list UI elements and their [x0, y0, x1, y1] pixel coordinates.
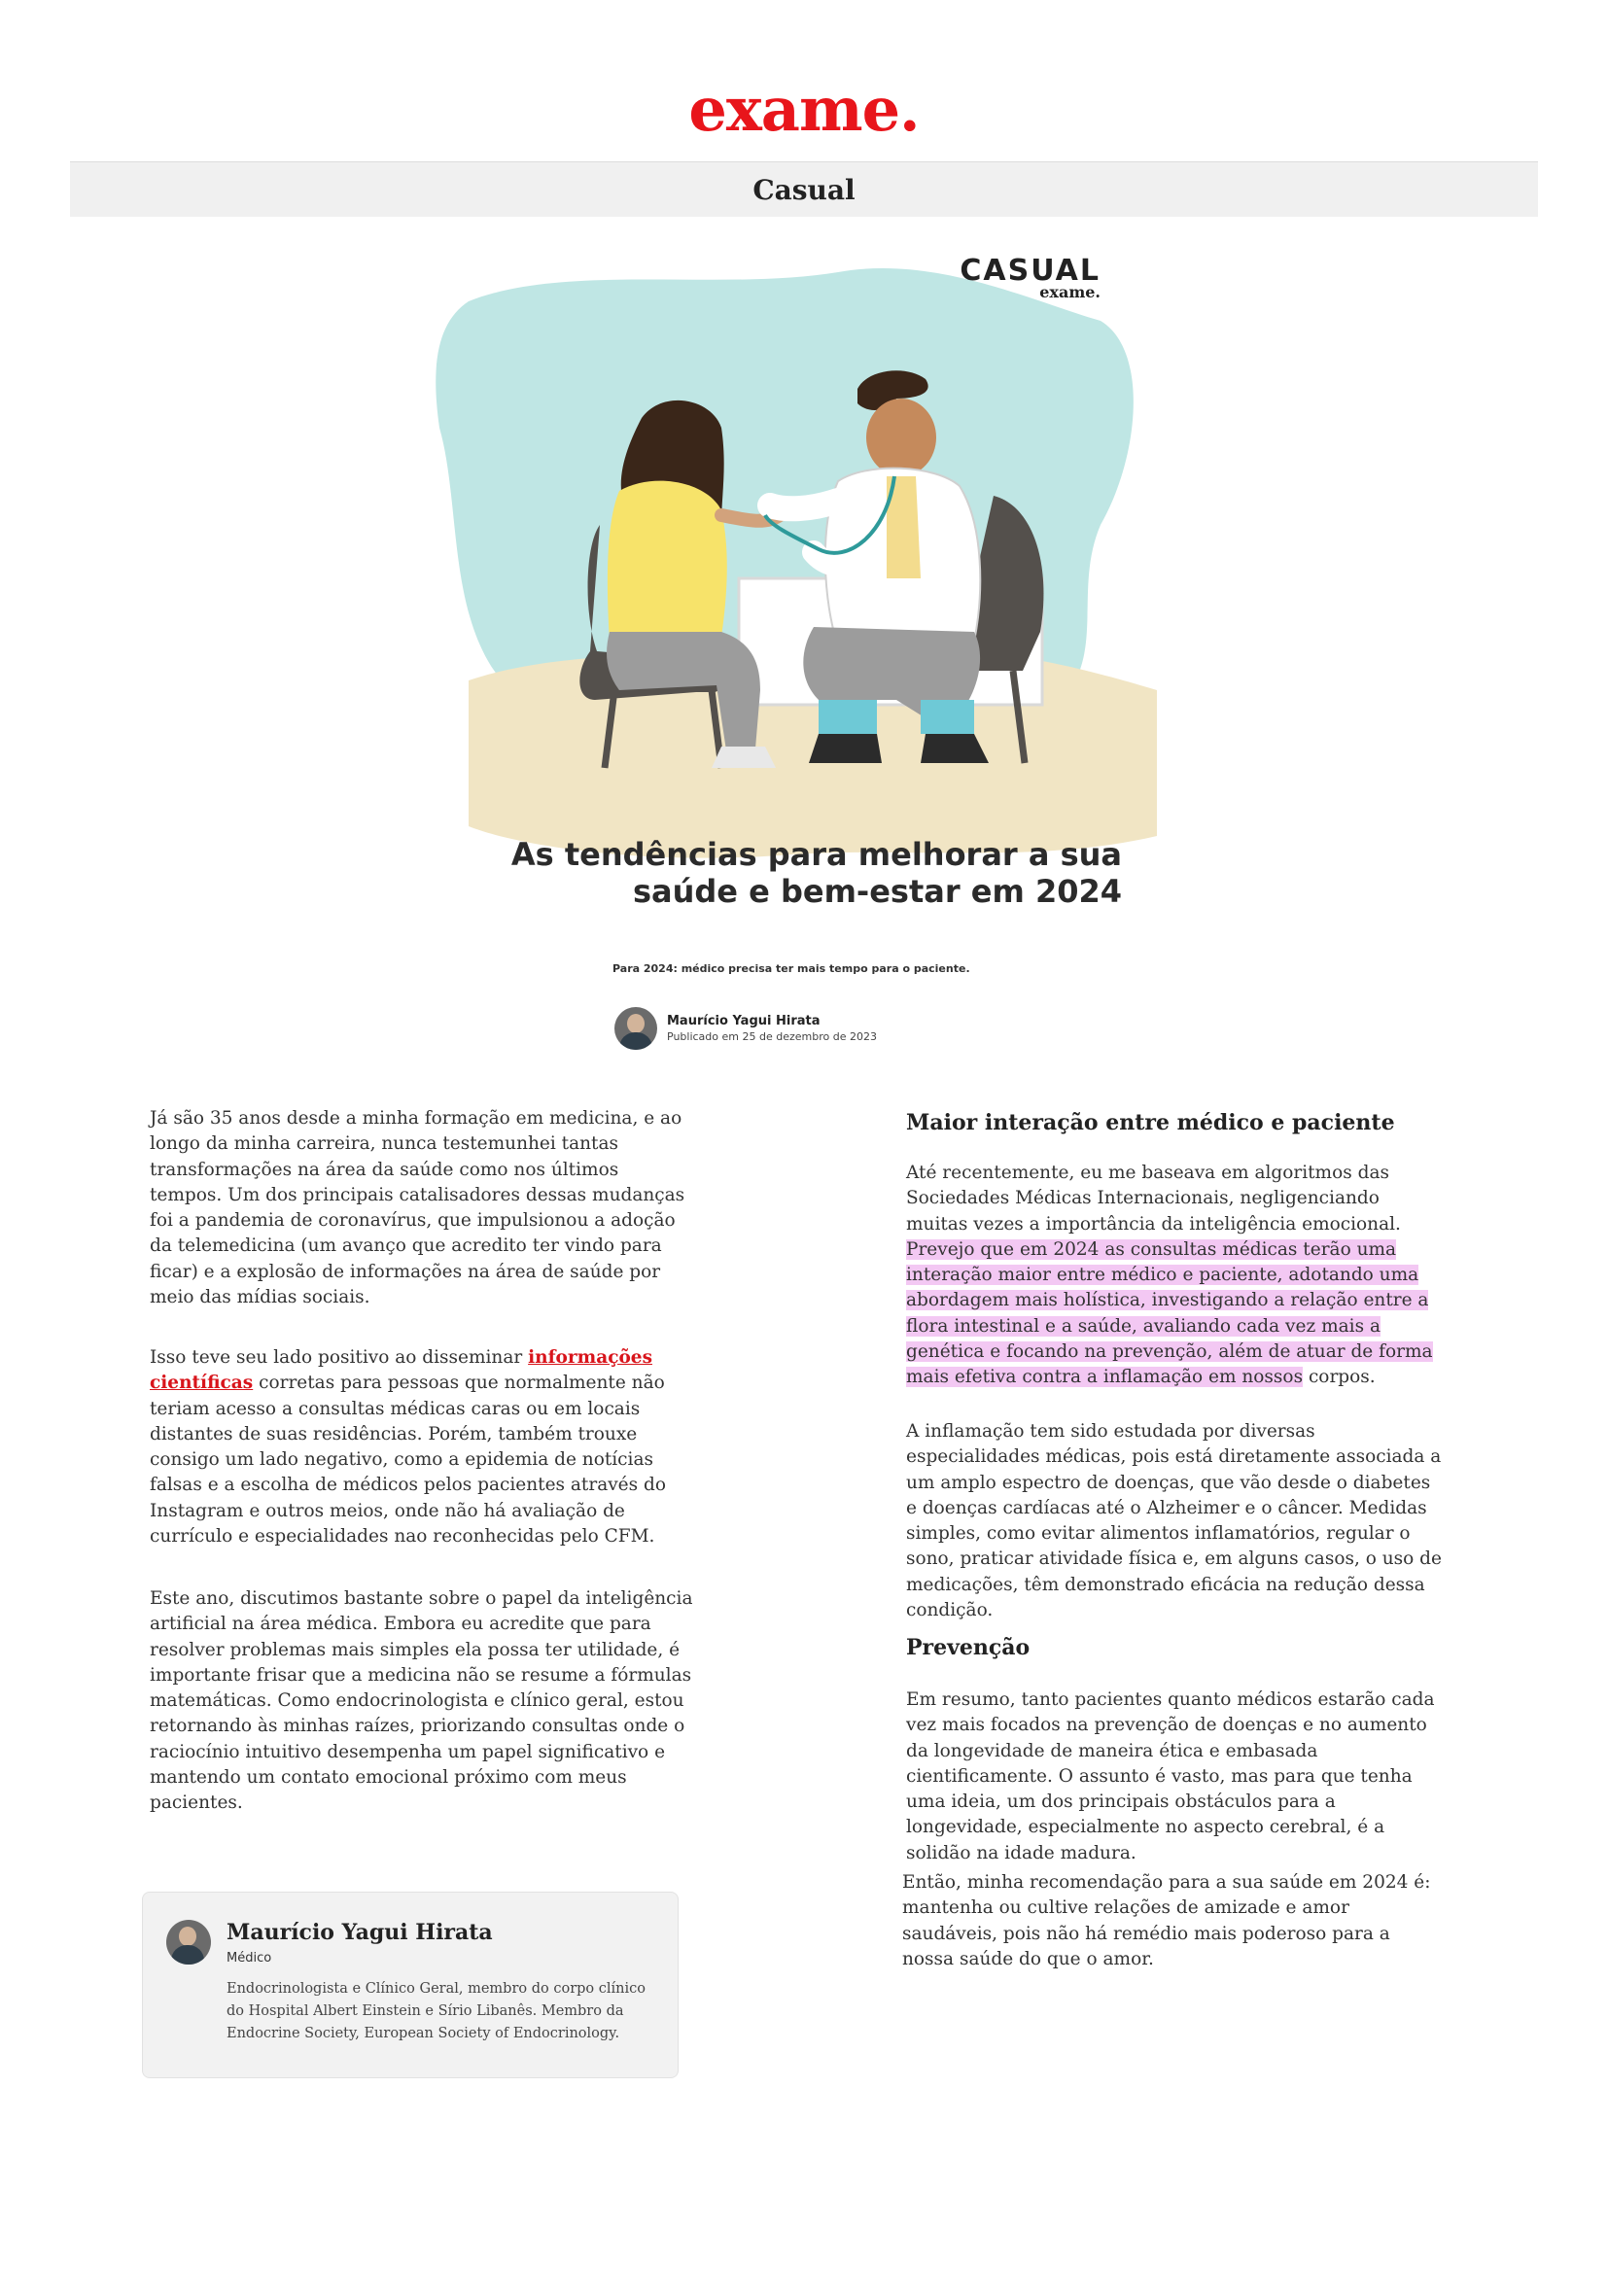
hero-brand-casual: CASUAL — [960, 254, 1101, 288]
hero-title-line1: As tendências para melhorar a sua — [510, 836, 1122, 873]
link-informacoes-cientificas[interactable]: informações científicas — [150, 1347, 652, 1394]
section-title[interactable]: Casual — [752, 173, 856, 206]
byline-author[interactable]: Maurício Yagui Hirata — [667, 1014, 821, 1028]
highlighted-text: Prevejo que em 2024 as consultas médicas terão uma interação maior entre médico e paciente, adotando uma abordagem mais holística, investigando a relação entre a flora intestinal e a saúde, avaliando cada vez mais a genética e focando na prevenção, além de atuar de forma mais efetiva contra a inflamação em nossos — [906, 1238, 1433, 1388]
author-card-avatar[interactable] — [166, 1920, 211, 1965]
author-card-bio: Endocrinologista e Clínico Geral, membro do corpo clínico do Hospital Albert Einstein e Sírio Libanês. Membro da Endocrine Society, European Society of Endocrinology. — [227, 1981, 646, 2041]
paragraph: Este ano, discutimos bastante sobre o papel da inteligência artificial na área médica. Embora eu acredite que para resolver problemas mais simples ela possa ter utilidade, é importante frisar que a medicina não se resume a fórmulas matemáticas. Como endocrinologista e clínico geral, estou retornando às minhas raízes, priorizando consultas onde o raciocínio intuitivo desempenha um papel significativo e mantendo um contato emocional próximo com meus pacientes. — [150, 1588, 693, 1814]
exame-logo[interactable]: exame. — [688, 74, 920, 145]
paragraph: A inflamação tem sido estudada por diversas especialidades médicas, pois está diretamente associada a um amplo espectro de doenças, que vão desde o diabetes e doenças cardíacas até o Alzheimer e o câncer. Medidas simples, como evitar alimentos inflamatórios, regular o sono, praticar atividade física e, em alguns casos, o uso de medicações, têm demonstrado eficácia na redução dessa condição. — [906, 1421, 1442, 1621]
author-card-name[interactable]: Maurício Yagui Hirata — [227, 1920, 493, 1945]
hero-brand-exame: exame. — [1039, 283, 1101, 301]
image-caption: Para 2024: médico precisa ter mais tempo para o paciente. — [612, 962, 970, 975]
author-card-role: Médico — [227, 1951, 272, 1966]
author-card — [142, 1892, 679, 2078]
paragraph: Até recentemente, eu me baseava em algoritmos das Sociedades Médicas Internacionais, negligenciando muitas vezes a importância da inteligência emocional. Prevejo que em 2024 as consultas médicas terão uma interação maior entre médico e paciente, adotando uma abordagem mais holística, investigando a relação entre a flora intestinal e a saúde, avaliando cada vez mais a genética e focando na prevenção, além de atuar de forma mais efetiva contra a inflamação em nossos corpos. — [906, 1163, 1433, 1388]
subheading: Prevenção — [906, 1635, 1031, 1660]
section-bar — [70, 161, 1538, 217]
patient-shirt — [608, 481, 727, 642]
byline — [614, 1007, 877, 1050]
author-avatar[interactable] — [614, 1007, 657, 1050]
hero-title-line2: saúde e bem-estar em 2024 — [632, 873, 1122, 910]
hero-illustration — [430, 243, 1159, 923]
paragraph: Em resumo, tanto pacientes quanto médicos estarão cada vez mais focados na prevenção de doenças e no aumento da longevidade de maneira ética e embasada cientificamente. O assunto é vasto, mas para que tenha uma ideia, um dos principais obstáculos para a longevidade, especialmente no aspecto cerebral, é a solidão na idade madura. — [906, 1689, 1435, 1863]
paragraph: Já são 35 anos desde a minha formação em medicina, e ao longo da minha carreira, nunca testemunhei tantas transformações na área da saúde como nos últimos tempos. Um dos principais catalisadores dessas mudanças foi a pandemia de coronavírus, que impulsionou a adoção da telemedicina (um avanço que acredito ter vindo para ficar) e a explosão de informações na área de saúde por meio das mídias sociais. — [150, 1108, 685, 1308]
paragraph: Então, minha recomendação para a sua saúde em 2024 é: mantenha ou cultive relações de amizade e amor saudáveis, pois não há remédio mais poderoso para a nossa saúde do que o amor. — [902, 1872, 1431, 1969]
doctor-shoe-left — [809, 734, 882, 763]
doctor-patient-illustration — [430, 243, 1159, 923]
paragraph: Isso teve seu lado positivo ao disseminar informações científicas corretas para pessoas que normalmente não teriam acesso a consultas médicas caras ou em locais distantes de suas residências. Porém, também trouxe consigo um lado negativo, como a epidemia de notícias falsas e a escolha de médicos pelos pacientes através do Instagram e outros meios, onde não há avaliação de currículo e especialidades nao reconhecidas pelo CFM. — [150, 1347, 666, 1548]
byline-date: Publicado em 25 de dezembro de 2023 — [667, 1030, 877, 1043]
subheading: Maior interação entre médico e paciente — [906, 1110, 1395, 1135]
doctor-head — [866, 399, 936, 476]
